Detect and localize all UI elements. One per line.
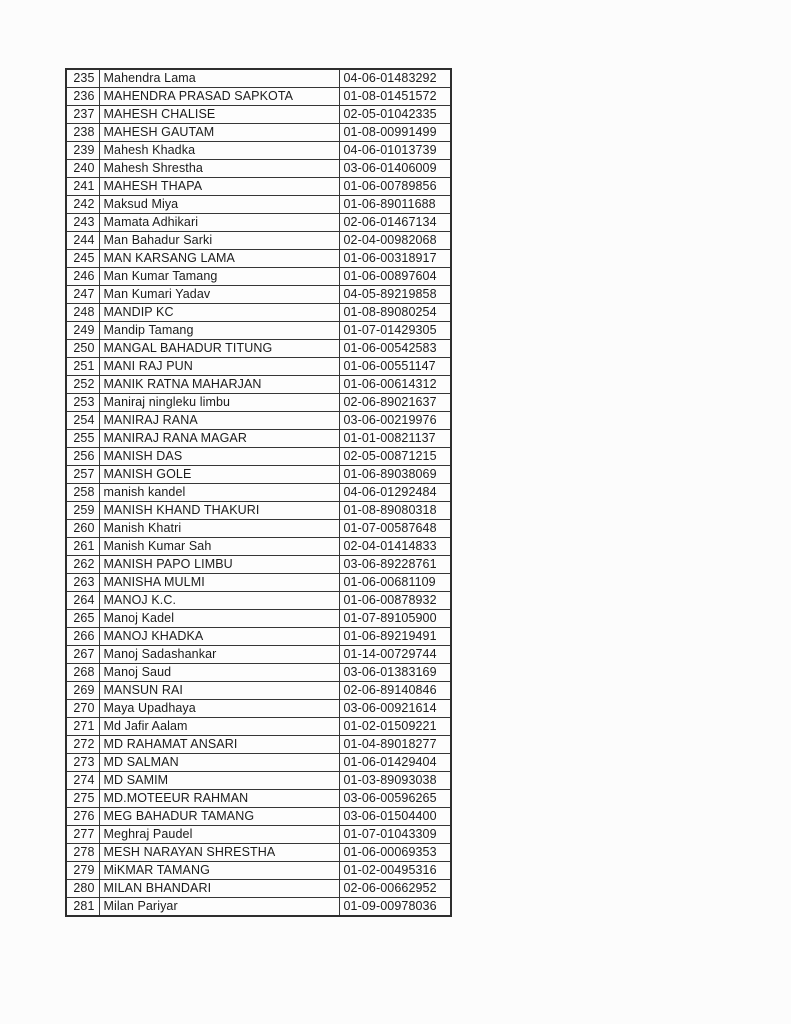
- name-cell: MANOJ KHADKA: [99, 628, 339, 646]
- row-number-cell: 261: [66, 538, 99, 556]
- table-row: [66, 232, 451, 250]
- table-row: [66, 466, 451, 484]
- table-row: [66, 178, 451, 196]
- table-row: [66, 502, 451, 520]
- row-number-cell: 249: [66, 322, 99, 340]
- id-number-cell: 02-06-01467134: [339, 214, 451, 232]
- table-row: [66, 538, 451, 556]
- name-cell: MANIRAJ RANA MAGAR: [99, 430, 339, 448]
- table-row: [66, 844, 451, 862]
- id-number-cell: 02-04-00982068: [339, 232, 451, 250]
- id-number-cell: 02-06-89140846: [339, 682, 451, 700]
- id-number-cell: 01-14-00729744: [339, 646, 451, 664]
- id-number-cell: 02-05-01042335: [339, 106, 451, 124]
- id-number-cell: 01-06-89219491: [339, 628, 451, 646]
- name-cell: MiKMAR TAMANG: [99, 862, 339, 880]
- name-cell: Milan Pariyar: [99, 898, 339, 917]
- name-cell: MANISH DAS: [99, 448, 339, 466]
- name-cell: MAHESH THAPA: [99, 178, 339, 196]
- table-row: [66, 880, 451, 898]
- id-number-cell: 03-06-01504400: [339, 808, 451, 826]
- id-number-cell: 01-08-89080318: [339, 502, 451, 520]
- row-number-cell: 251: [66, 358, 99, 376]
- table-row: [66, 268, 451, 286]
- row-number-cell: 250: [66, 340, 99, 358]
- name-cell: MANISH PAPO LIMBU: [99, 556, 339, 574]
- id-number-cell: 02-06-00662952: [339, 880, 451, 898]
- id-number-cell: 04-06-01292484: [339, 484, 451, 502]
- table-row: [66, 160, 451, 178]
- row-number-cell: 270: [66, 700, 99, 718]
- table-row: [66, 790, 451, 808]
- row-number-cell: 266: [66, 628, 99, 646]
- name-cell: Man Kumar Tamang: [99, 268, 339, 286]
- id-number-cell: 02-05-00871215: [339, 448, 451, 466]
- table-row: [66, 250, 451, 268]
- row-number-cell: 240: [66, 160, 99, 178]
- name-cell: MAHENDRA PRASAD SAPKOTA: [99, 88, 339, 106]
- table-row: [66, 430, 451, 448]
- id-number-cell: 03-06-00596265: [339, 790, 451, 808]
- table-row: [66, 682, 451, 700]
- table-row: [66, 484, 451, 502]
- id-number-cell: 03-06-00219976: [339, 412, 451, 430]
- table-row: [66, 124, 451, 142]
- id-number-cell: 01-07-00587648: [339, 520, 451, 538]
- id-number-cell: 01-09-00978036: [339, 898, 451, 917]
- id-number-cell: 01-06-89038069: [339, 466, 451, 484]
- name-cell: MANSUN RAI: [99, 682, 339, 700]
- table-row: [66, 304, 451, 322]
- name-cell: MEG BAHADUR TAMANG: [99, 808, 339, 826]
- table-row: [66, 142, 451, 160]
- name-cell: MD SAMIM: [99, 772, 339, 790]
- row-number-cell: 239: [66, 142, 99, 160]
- id-number-cell: 01-06-00878932: [339, 592, 451, 610]
- id-number-cell: 01-04-89018277: [339, 736, 451, 754]
- row-number-cell: 271: [66, 718, 99, 736]
- roster-body: [66, 69, 451, 916]
- id-number-cell: 01-07-01429305: [339, 322, 451, 340]
- name-cell: Man Kumari Yadav: [99, 286, 339, 304]
- id-number-cell: 03-06-01406009: [339, 160, 451, 178]
- id-number-cell: 01-02-00495316: [339, 862, 451, 880]
- name-cell: Mamata Adhikari: [99, 214, 339, 232]
- name-cell: Mahesh Khadka: [99, 142, 339, 160]
- table-row: [66, 412, 451, 430]
- name-cell: Manoj Kadel: [99, 610, 339, 628]
- row-number-cell: 235: [66, 69, 99, 88]
- table-row: [66, 394, 451, 412]
- table-row: [66, 88, 451, 106]
- row-number-cell: 275: [66, 790, 99, 808]
- row-number-cell: 273: [66, 754, 99, 772]
- row-number-cell: 256: [66, 448, 99, 466]
- id-number-cell: 01-06-00614312: [339, 376, 451, 394]
- name-cell: Maniraj ningleku limbu: [99, 394, 339, 412]
- id-number-cell: 04-06-01013739: [339, 142, 451, 160]
- id-number-cell: 02-06-89021637: [339, 394, 451, 412]
- row-number-cell: 269: [66, 682, 99, 700]
- name-cell: MANGAL BAHADUR TITUNG: [99, 340, 339, 358]
- row-number-cell: 247: [66, 286, 99, 304]
- name-cell: MAHESH GAUTAM: [99, 124, 339, 142]
- row-number-cell: 259: [66, 502, 99, 520]
- id-number-cell: 01-07-01043309: [339, 826, 451, 844]
- row-number-cell: 263: [66, 574, 99, 592]
- name-cell: Manoj Sadashankar: [99, 646, 339, 664]
- row-number-cell: 244: [66, 232, 99, 250]
- table-row: [66, 376, 451, 394]
- id-number-cell: 03-06-01383169: [339, 664, 451, 682]
- row-number-cell: 276: [66, 808, 99, 826]
- table-row: [66, 700, 451, 718]
- id-number-cell: 01-08-01451572: [339, 88, 451, 106]
- name-cell: Md Jafir Aalam: [99, 718, 339, 736]
- name-cell: Mahesh Shrestha: [99, 160, 339, 178]
- row-number-cell: 280: [66, 880, 99, 898]
- table-row: [66, 718, 451, 736]
- row-number-cell: 255: [66, 430, 99, 448]
- row-number-cell: 245: [66, 250, 99, 268]
- name-cell: MANIRAJ RANA: [99, 412, 339, 430]
- row-number-cell: 253: [66, 394, 99, 412]
- row-number-cell: 268: [66, 664, 99, 682]
- table-row: [66, 736, 451, 754]
- id-number-cell: 01-07-89105900: [339, 610, 451, 628]
- id-number-cell: 01-06-00681109: [339, 574, 451, 592]
- row-number-cell: 279: [66, 862, 99, 880]
- id-number-cell: 02-04-01414833: [339, 538, 451, 556]
- table-row: [66, 754, 451, 772]
- row-number-cell: 258: [66, 484, 99, 502]
- table-row: [66, 574, 451, 592]
- name-cell: MD RAHAMAT ANSARI: [99, 736, 339, 754]
- id-number-cell: 03-06-89228761: [339, 556, 451, 574]
- row-number-cell: 257: [66, 466, 99, 484]
- table-row: [66, 358, 451, 376]
- table-row: [66, 448, 451, 466]
- name-cell: Manish Kumar Sah: [99, 538, 339, 556]
- table-row: [66, 322, 451, 340]
- name-cell: Manish Khatri: [99, 520, 339, 538]
- table-row: [66, 646, 451, 664]
- row-number-cell: 281: [66, 898, 99, 917]
- table-row: [66, 862, 451, 880]
- row-number-cell: 243: [66, 214, 99, 232]
- row-number-cell: 260: [66, 520, 99, 538]
- table-row: [66, 898, 451, 917]
- row-number-cell: 248: [66, 304, 99, 322]
- row-number-cell: 274: [66, 772, 99, 790]
- name-cell: Meghraj Paudel: [99, 826, 339, 844]
- row-number-cell: 246: [66, 268, 99, 286]
- row-number-cell: 254: [66, 412, 99, 430]
- name-cell: MD.MOTEEUR RAHMAN: [99, 790, 339, 808]
- id-number-cell: 01-03-89093038: [339, 772, 451, 790]
- id-number-cell: 01-06-00542583: [339, 340, 451, 358]
- row-number-cell: 272: [66, 736, 99, 754]
- row-number-cell: 238: [66, 124, 99, 142]
- id-number-cell: 03-06-00921614: [339, 700, 451, 718]
- name-cell: manish kandel: [99, 484, 339, 502]
- name-cell: MILAN BHANDARI: [99, 880, 339, 898]
- id-number-cell: 01-06-89011688: [339, 196, 451, 214]
- name-cell: Man Bahadur Sarki: [99, 232, 339, 250]
- name-cell: MESH NARAYAN SHRESTHA: [99, 844, 339, 862]
- name-cell: MANISHA MULMI: [99, 574, 339, 592]
- table-row: [66, 340, 451, 358]
- table-row: [66, 826, 451, 844]
- table-row: [66, 520, 451, 538]
- table-row: [66, 69, 451, 88]
- id-number-cell: 01-08-00991499: [339, 124, 451, 142]
- id-number-cell: 04-06-01483292: [339, 69, 451, 88]
- id-number-cell: 01-02-01509221: [339, 718, 451, 736]
- name-cell: MANOJ K.C.: [99, 592, 339, 610]
- row-number-cell: 267: [66, 646, 99, 664]
- name-cell: Maksud Miya: [99, 196, 339, 214]
- name-cell: Manoj Saud: [99, 664, 339, 682]
- row-number-cell: 237: [66, 106, 99, 124]
- name-cell: MAN KARSANG LAMA: [99, 250, 339, 268]
- name-cell: Maya Upadhaya: [99, 700, 339, 718]
- id-number-cell: 01-01-00821137: [339, 430, 451, 448]
- table-row: [66, 556, 451, 574]
- row-number-cell: 236: [66, 88, 99, 106]
- row-number-cell: 265: [66, 610, 99, 628]
- name-cell: MANDIP KC: [99, 304, 339, 322]
- name-cell: MANI RAJ PUN: [99, 358, 339, 376]
- name-cell: MANIK RATNA MAHARJAN: [99, 376, 339, 394]
- name-cell: MANISH GOLE: [99, 466, 339, 484]
- table-row: [66, 196, 451, 214]
- row-number-cell: 277: [66, 826, 99, 844]
- row-number-cell: 278: [66, 844, 99, 862]
- row-number-cell: 262: [66, 556, 99, 574]
- name-cell: MAHESH CHALISE: [99, 106, 339, 124]
- table-row: [66, 286, 451, 304]
- row-number-cell: 264: [66, 592, 99, 610]
- id-number-cell: 01-08-89080254: [339, 304, 451, 322]
- name-cell: MD SALMAN: [99, 754, 339, 772]
- table-row: [66, 106, 451, 124]
- id-number-cell: 01-06-00551147: [339, 358, 451, 376]
- id-number-cell: 01-06-01429404: [339, 754, 451, 772]
- table-row: [66, 592, 451, 610]
- name-cell: Mahendra Lama: [99, 69, 339, 88]
- row-number-cell: 242: [66, 196, 99, 214]
- name-cell: Mandip Tamang: [99, 322, 339, 340]
- table-row: [66, 808, 451, 826]
- table-row: [66, 610, 451, 628]
- id-number-cell: 01-06-00789856: [339, 178, 451, 196]
- id-number-cell: 01-06-00069353: [339, 844, 451, 862]
- table-row: [66, 214, 451, 232]
- row-number-cell: 252: [66, 376, 99, 394]
- row-number-cell: 241: [66, 178, 99, 196]
- id-number-cell: 04-05-89219858: [339, 286, 451, 304]
- id-number-cell: 01-06-00318917: [339, 250, 451, 268]
- table-row: [66, 664, 451, 682]
- roster-table: [65, 68, 452, 917]
- table-row: [66, 628, 451, 646]
- name-cell: MANISH KHAND THAKURI: [99, 502, 339, 520]
- id-number-cell: 01-06-00897604: [339, 268, 451, 286]
- table-row: [66, 772, 451, 790]
